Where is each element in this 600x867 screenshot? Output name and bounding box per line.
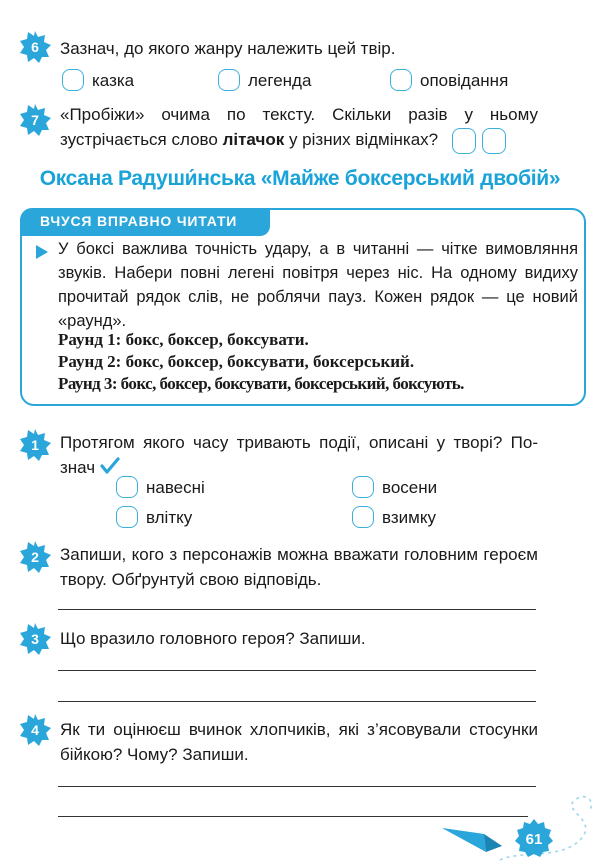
checkmark-icon: [100, 457, 120, 475]
question-7-line1: «Пробіжи» очима по тексту. Скільки разів у ньому: [60, 105, 538, 124]
option-label-legend: легенда: [248, 71, 312, 90]
question-7-badge: [18, 103, 52, 137]
question-7-line2-pre: зустрічається слово: [60, 130, 223, 149]
option-checkbox-autumn[interactable]: [352, 476, 374, 498]
round-2-words: бокс, боксер, боксувати, боксерський.: [125, 352, 415, 371]
reading-practice-tab: [20, 208, 270, 236]
option-checkbox-spring[interactable]: [116, 476, 138, 498]
question-1-badge: [18, 428, 52, 462]
option-checkbox-fairy-tale[interactable]: [62, 69, 84, 91]
round-1-label: Раунд 1:: [58, 330, 122, 349]
star-badge-icon: [18, 540, 52, 574]
option-label-summer: влітку: [146, 508, 193, 527]
round-1: [58, 330, 309, 350]
option-label-story: оповідання: [420, 71, 509, 90]
question-2-badge: [18, 540, 52, 574]
page-number: 61: [525, 831, 543, 848]
svg-text:6: 6: [31, 39, 39, 55]
answer-line[interactable]: [58, 670, 536, 671]
arrow-bullet-icon: [36, 245, 48, 259]
question-4-line2: бійкою? Чому? Запиши.: [60, 745, 249, 764]
svg-text:2: 2: [31, 549, 39, 565]
story-title: Оксана Радуши́нська «Майже боксерський двобій»: [39, 167, 561, 190]
svg-text:1: 1: [31, 437, 39, 453]
question-2-line2: твору. Обґрунтуй свою відповідь.: [60, 570, 322, 589]
option-checkbox-summer[interactable]: [116, 506, 138, 528]
reading-practice-tab-label: ВЧУСЯ ВПРАВНО ЧИТАТИ: [40, 213, 238, 229]
round-2: [58, 352, 414, 372]
page-number-badge: [514, 818, 554, 858]
question-4-badge: [18, 713, 52, 747]
round-1-words: бокс, боксер, боксувати.: [125, 330, 309, 349]
option-checkbox-story[interactable]: [390, 69, 412, 91]
round-3-words: бокс, боксер, боксувати, боксерський, боксують.: [120, 374, 464, 393]
question-3-badge: [18, 622, 52, 656]
star-badge-icon: [18, 30, 52, 64]
answer-line[interactable]: [58, 609, 536, 610]
question-6-text: Зазнач, до якого жанру належить цей твір.: [60, 39, 396, 58]
svg-text:4: 4: [31, 722, 39, 738]
question-1-mark-word: знач: [60, 458, 96, 477]
option-checkbox-winter[interactable]: [352, 506, 374, 528]
round-2-label: Раунд 2:: [58, 352, 122, 371]
question-1-line2: [60, 455, 120, 480]
round-3: [58, 374, 464, 394]
question-7-keyword: літачок: [222, 130, 285, 149]
star-badge-icon: [18, 103, 52, 137]
question-7-line2: [60, 127, 438, 152]
option-label-winter: взимку: [382, 508, 436, 527]
answer-line[interactable]: [58, 701, 536, 702]
star-badge-icon: [18, 428, 52, 462]
option-checkbox-legend[interactable]: [218, 69, 240, 91]
round-3-label: Раунд 3:: [58, 374, 117, 393]
answer-box-units[interactable]: [482, 128, 506, 154]
option-label-spring: навесні: [146, 478, 205, 497]
question-4-line1: Як ти оцінюєш вчинок хлопчиків, які з’ясовували стосунки: [60, 720, 538, 739]
option-label-autumn: восени: [382, 478, 438, 497]
svg-text:7: 7: [31, 112, 39, 128]
svg-text:3: 3: [31, 631, 39, 647]
question-2-line1: Запиши, кого з персонажів можна вважати головним героєм: [60, 545, 538, 564]
question-6-badge: [18, 30, 52, 64]
question-3-line1: Що вразило головного героя? Запиши.: [60, 629, 366, 648]
option-label-fairy-tale: казка: [92, 71, 135, 90]
answer-box-tens[interactable]: [452, 128, 476, 154]
star-badge-icon: [18, 622, 52, 656]
question-1-line1: Протягом якого часу тривають події, описані у творі? По-: [60, 433, 538, 452]
star-badge-icon: [18, 713, 52, 747]
question-7-line2-post: у різних відмінках?: [284, 130, 439, 149]
reading-practice-instructions: У боксі важлива точність удару, а в читанні — чітке вимовляння звуків. Набери повні легені повітря через ніс. На одному видиху прочитай рядок слів, не роблячи пауз. Кожен рядок — це новий «раунд».: [58, 240, 578, 330]
